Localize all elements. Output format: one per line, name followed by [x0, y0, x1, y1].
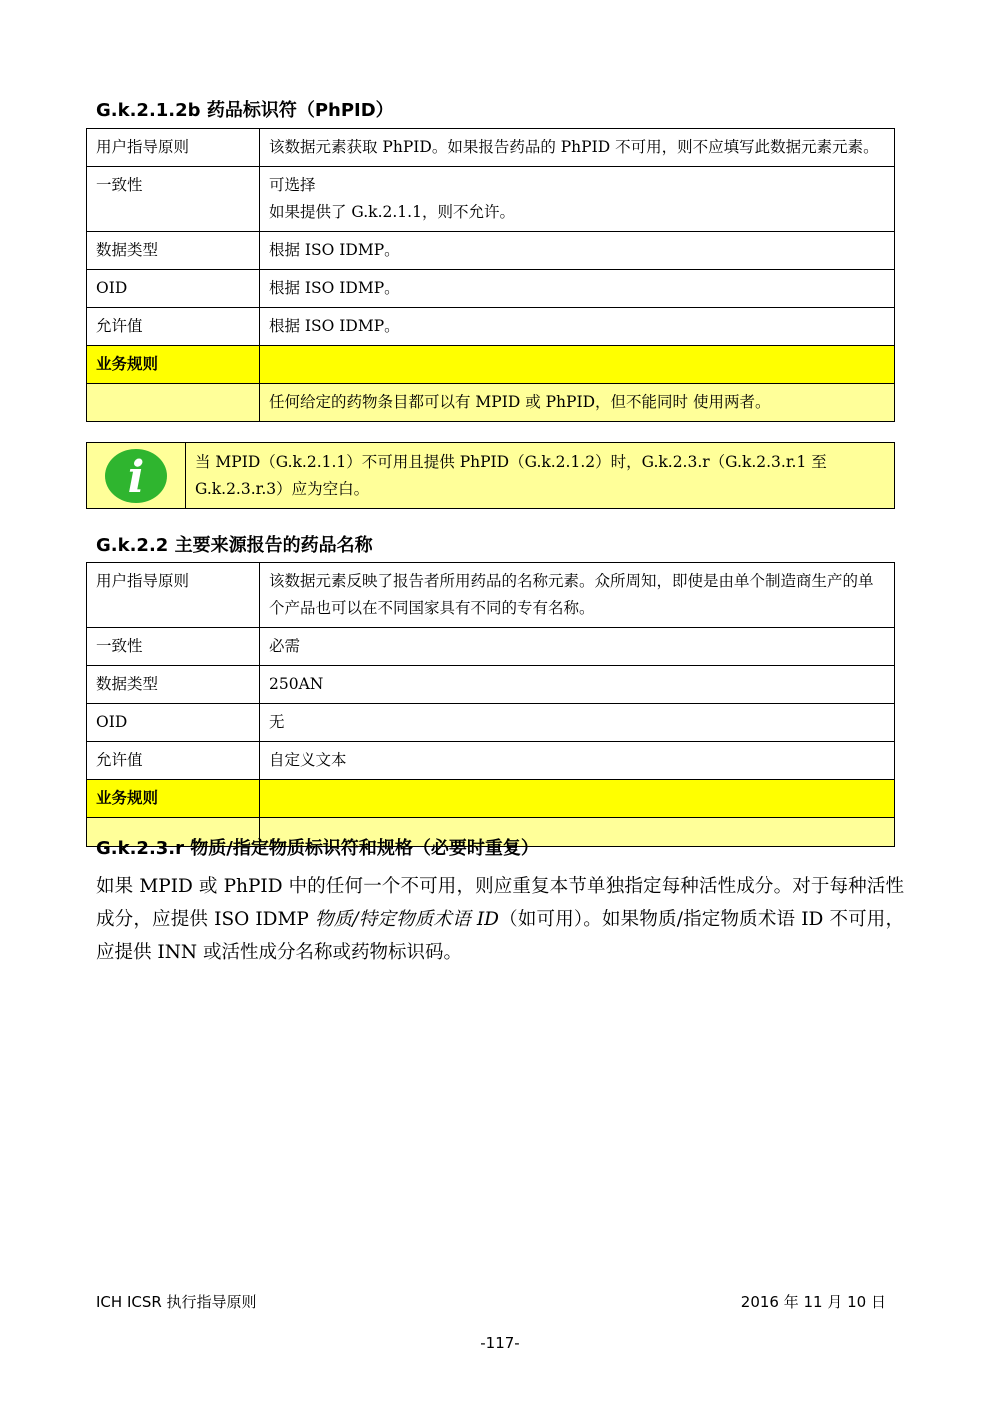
table-row — [87, 270, 895, 308]
row-value: 该数据元素获取 PhPID。如果报告药品的 PhPID 不可用，则不应填写此数据元素元素。 — [260, 129, 895, 167]
page-number: -117- — [480, 1334, 520, 1352]
row-value: 无 — [260, 704, 895, 742]
business-rules-empty-cell — [260, 780, 895, 818]
table-row — [87, 129, 895, 167]
info-note-box — [86, 442, 895, 509]
table-row — [87, 742, 895, 780]
row-label: OID — [87, 704, 260, 742]
row-label: OID — [87, 270, 260, 308]
business-rules-empty-cell — [260, 346, 895, 384]
table-row — [87, 167, 895, 232]
info-icon-glyph: i — [127, 451, 145, 503]
row-label: 数据类型 — [87, 666, 260, 704]
row-value: 该数据元素反映了报告者所用药品的名称元素。众所周知，即使是由单个制造商生产的单个产品也可以在不同国家具有不同的专有名称。 — [260, 563, 895, 628]
paragraph-italic-term: 物质/特定物质术语 ID — [314, 909, 499, 930]
substance-paragraph — [96, 870, 904, 969]
row-label: 允许值 — [87, 308, 260, 346]
business-rules-header-row — [87, 346, 895, 384]
business-rules-text: 任何给定的药物条目都可以有 MPID 或 PhPID，但不能同时 使用两者。 — [260, 384, 895, 422]
table-row — [87, 232, 895, 270]
row-label: 用户指导原则 — [87, 129, 260, 167]
row-label: 允许值 — [87, 742, 260, 780]
business-rules-label: 业务规则 — [87, 346, 260, 384]
row-label: 一致性 — [87, 167, 260, 232]
table-row — [87, 628, 895, 666]
section-heading-substance: G.k.2.3.r 物质/指定物质标识符和规格（必要时重复） — [96, 838, 539, 859]
business-rules-label: 业务规则 — [87, 780, 260, 818]
row-value: 必需 — [260, 628, 895, 666]
paragraph-text: 如果 MPID 或 PhPID 中的任何一个不可用，则应重复本节单独指定每种活性成分。对于每种活性成分，应提供 ISO IDMP — [96, 876, 904, 930]
row-label: 一致性 — [87, 628, 260, 666]
business-rules-empty-cell — [87, 384, 260, 422]
drug-name-spec-table — [86, 562, 895, 847]
row-label: 用户指导原则 — [87, 563, 260, 628]
table-row — [87, 563, 895, 628]
section-heading-phpid: G.k.2.1.2b 药品标识符（PhPID） — [96, 100, 394, 121]
business-rules-header-row — [87, 780, 895, 818]
table-row — [87, 666, 895, 704]
row-value: 自定义文本 — [260, 742, 895, 780]
row-value: 根据 ISO IDMP。 — [260, 232, 895, 270]
row-value: 根据 ISO IDMP。 — [260, 270, 895, 308]
row-value-line: 可选择 — [269, 176, 316, 194]
table-row — [87, 704, 895, 742]
business-rules-row — [87, 384, 895, 422]
footer-document-title: ICH ICSR 执行指导原则 — [96, 1293, 257, 1311]
info-icon-cell — [87, 443, 186, 508]
row-label: 数据类型 — [87, 232, 260, 270]
footer-date: 2016 年 11 月 10 日 — [740, 1293, 886, 1311]
row-value-line: 如果提供了 G.k.2.1.1，则不允许。 — [269, 203, 515, 221]
table-row — [87, 308, 895, 346]
section-heading-drug-name: G.k.2.2 主要来源报告的药品名称 — [96, 535, 373, 556]
row-value: 根据 ISO IDMP。 — [260, 308, 895, 346]
info-note-text: 当 MPID（G.k.2.1.1）不可用且提供 PhPID（G.k.2.1.2）时，G.k.2.3.r（G.k.2.3.r.1 至 G.k.2.3.r.3）应为空白。 — [195, 453, 827, 498]
info-icon — [103, 447, 169, 505]
row-value — [260, 167, 895, 232]
phpid-spec-table — [86, 128, 895, 422]
row-value: 250AN — [260, 666, 895, 704]
paragraph-text: （如可用）。如果物质/指定物质术语 ID 不可用，应提供 INN 或活性成分名称或药物标识码。 — [96, 909, 904, 963]
